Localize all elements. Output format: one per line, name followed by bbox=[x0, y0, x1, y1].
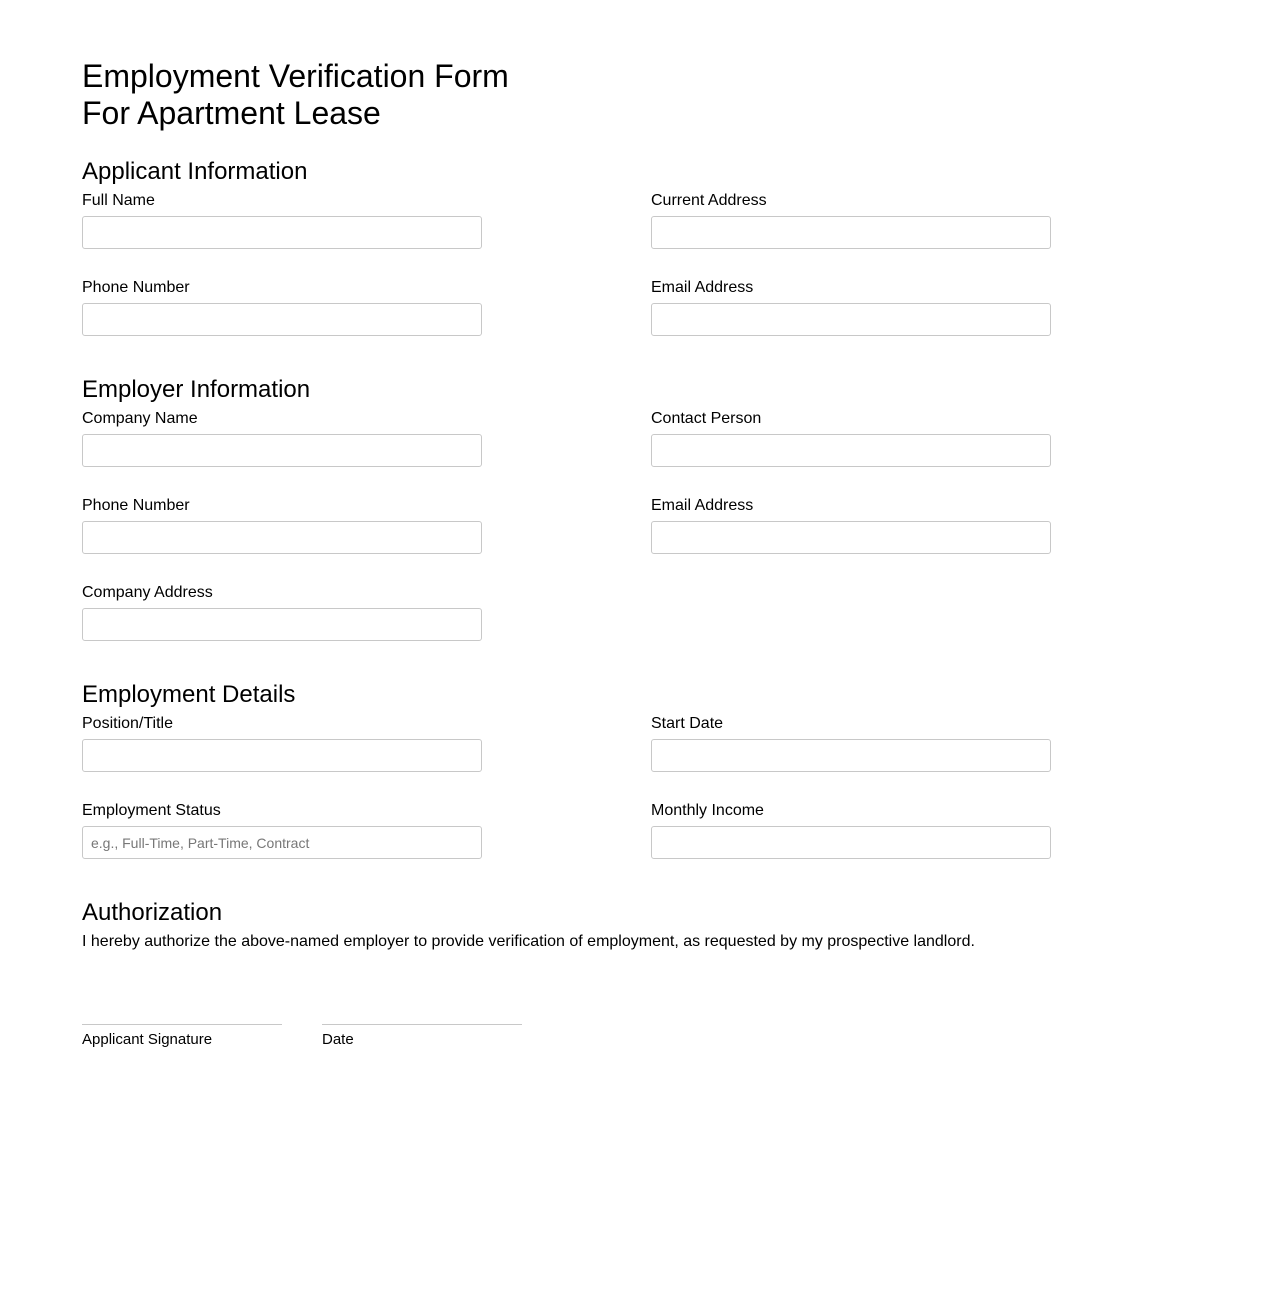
employment-status-input[interactable] bbox=[82, 826, 482, 859]
employer-phone-input[interactable] bbox=[82, 521, 482, 554]
title-line-1: Employment Verification Form bbox=[82, 58, 509, 94]
applicant-phone-input[interactable] bbox=[82, 303, 482, 336]
contact-person-label: Contact Person bbox=[651, 410, 762, 427]
employer-phone-label: Phone Number bbox=[82, 497, 190, 514]
company-name-input[interactable] bbox=[82, 434, 482, 467]
date-signature-block[interactable] bbox=[322, 1024, 522, 1048]
start-date-field bbox=[651, 715, 1051, 772]
applicant-phone-field bbox=[82, 279, 482, 336]
current-address-label: Current Address bbox=[651, 192, 767, 209]
authorization-statement: I hereby authorize the above-named employer to provide verification of employment, as requested by my prospective landlord. bbox=[82, 933, 975, 950]
start-date-input[interactable] bbox=[651, 739, 1051, 772]
employment-details-section bbox=[82, 681, 1082, 819]
date-caption: Date bbox=[322, 1031, 354, 1048]
employer-email-input[interactable] bbox=[651, 521, 1051, 554]
employment-status-field bbox=[82, 802, 482, 859]
section-heading-applicant: Applicant Information bbox=[82, 158, 308, 185]
current-address-input[interactable] bbox=[651, 216, 1051, 249]
section-heading-employment: Employment Details bbox=[82, 681, 296, 708]
signature-line bbox=[82, 1024, 282, 1025]
employment-status-label: Employment Status bbox=[82, 802, 221, 819]
employer-information-section bbox=[82, 376, 1082, 601]
page-title bbox=[82, 58, 1082, 132]
monthly-income-label: Monthly Income bbox=[651, 802, 764, 819]
current-address-field bbox=[651, 192, 1051, 249]
full-name-field bbox=[82, 192, 482, 249]
applicant-email-label: Email Address bbox=[651, 279, 754, 296]
company-address-input[interactable] bbox=[82, 608, 482, 641]
employer-email-label: Email Address bbox=[651, 497, 754, 514]
company-address-label: Company Address bbox=[82, 584, 213, 601]
company-name-label: Company Name bbox=[82, 410, 198, 427]
employment-verification-form bbox=[82, 58, 1082, 1048]
title-line-2: For Apartment Lease bbox=[82, 95, 381, 131]
full-name-label: Full Name bbox=[82, 192, 155, 209]
applicant-phone-label: Phone Number bbox=[82, 279, 190, 296]
position-field bbox=[82, 715, 482, 772]
start-date-label: Start Date bbox=[651, 715, 724, 732]
monthly-income-field bbox=[651, 802, 1051, 859]
applicant-email-input[interactable] bbox=[651, 303, 1051, 336]
signature-caption: Applicant Signature bbox=[82, 1031, 213, 1048]
position-label: Position/Title bbox=[82, 715, 173, 732]
applicant-email-field bbox=[651, 279, 1051, 336]
company-name-field bbox=[82, 410, 482, 467]
position-input[interactable] bbox=[82, 739, 482, 772]
section-heading-authorization: Authorization bbox=[82, 899, 223, 926]
employer-phone-field bbox=[82, 497, 482, 554]
authorization-section bbox=[82, 899, 1082, 1048]
full-name-input[interactable] bbox=[82, 216, 482, 249]
monthly-income-input[interactable] bbox=[651, 826, 1051, 859]
date-line bbox=[322, 1024, 522, 1025]
applicant-signature-block[interactable] bbox=[82, 1024, 282, 1048]
contact-person-field bbox=[651, 410, 1051, 467]
applicant-information-section bbox=[82, 158, 1082, 296]
section-heading-employer: Employer Information bbox=[82, 376, 311, 403]
company-address-field bbox=[82, 584, 482, 641]
contact-person-input[interactable] bbox=[651, 434, 1051, 467]
employer-email-field bbox=[651, 497, 1051, 554]
